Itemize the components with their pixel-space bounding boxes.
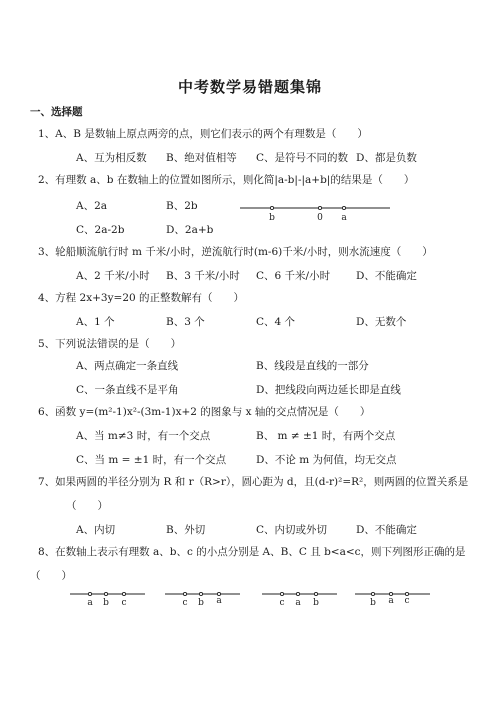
figure-b-label-2: b bbox=[198, 598, 204, 608]
question-5-option-c[interactable]: C、一条直线不是平角 bbox=[76, 384, 179, 396]
question-6-option-d[interactable]: D、不论 m 为何值，均无交点 bbox=[256, 454, 397, 466]
axis-label-zero: 0 bbox=[317, 213, 323, 223]
question-6-stem: 6、函数 y=(m²-1)x²-(3m-1)x+2 的图象与 x 轴的交点情况是（ ） bbox=[38, 406, 371, 418]
figure-a-label-3: c bbox=[121, 598, 127, 608]
question-4-stem: 4、方程 2x+3y=20 的正整数解有（ ） bbox=[38, 292, 245, 304]
question-8-stem: 8、在数轴上表示有理数 a、b、c 的小点分别是 A、B、C 且 b<a<c，则下列图形正确的是 bbox=[38, 546, 466, 558]
figure-d-label-3: c bbox=[404, 596, 410, 606]
question-4-option-d[interactable]: D、无数个 bbox=[356, 316, 407, 328]
question-2-option-a[interactable]: A、2a bbox=[76, 200, 108, 212]
figure-b-label-3: a bbox=[216, 596, 222, 606]
question-5-stem: 5、下列说法错误的是（ ） bbox=[38, 338, 182, 350]
figure-a-label-1: a bbox=[87, 598, 93, 608]
question-7-option-c[interactable]: C、内切或外切 bbox=[256, 524, 328, 536]
question-8-figure-b[interactable] bbox=[165, 588, 240, 610]
question-5-option-a[interactable]: A、两点确定一条直线 bbox=[76, 360, 179, 372]
figure-c-label-2: a bbox=[295, 598, 301, 608]
section-heading: 一、选择题 bbox=[30, 106, 83, 118]
figure-b-label-1: c bbox=[182, 598, 188, 608]
question-1-option-c[interactable]: C、是符号不同的数 bbox=[256, 152, 349, 164]
question-2-number-line bbox=[240, 202, 390, 226]
question-1-stem: 1、A、B 是数轴上原点两旁的点，则它们表示的两个有理数是（ ） bbox=[38, 128, 368, 140]
axis-label-a: a bbox=[341, 213, 347, 223]
question-3-option-d[interactable]: D、不能确定 bbox=[356, 270, 417, 282]
figure-d-label-2: a bbox=[388, 596, 394, 606]
question-1-option-d[interactable]: D、都是负数 bbox=[356, 152, 417, 164]
question-7-stem: 7、如果两圆的半径分别为 R 和 r（R>r），圆心距为 d，且(d-r)²=R²，则两圆的位置关系是 bbox=[38, 476, 469, 488]
figure-a-label-2: b bbox=[103, 598, 109, 608]
question-6-option-a[interactable]: A、当 m≠3 时，有一个交点 bbox=[76, 430, 211, 442]
question-4-option-a[interactable]: A、1 个 bbox=[76, 316, 115, 328]
question-2-option-c[interactable]: C、2a-2b bbox=[76, 224, 125, 236]
question-7-option-b[interactable]: B、外切 bbox=[166, 524, 206, 536]
question-3-option-c[interactable]: C、6 千米/小时 bbox=[256, 270, 331, 282]
page-title: 中考数学易错题集锦 bbox=[177, 78, 322, 96]
question-2-option-b[interactable]: B、2b bbox=[166, 200, 198, 212]
question-3-stem: 3、轮船顺流航行时 m 千米/小时，逆流航行时(m-6)千米/小时，则水流速度（ ） bbox=[38, 246, 433, 258]
question-1-option-a[interactable]: A、互为相反数 bbox=[76, 152, 147, 164]
question-8-answer-bracket: （ ） bbox=[30, 570, 72, 582]
question-7-option-d[interactable]: D、不能确定 bbox=[356, 524, 417, 536]
question-3-option-a[interactable]: A、2 千米/小时 bbox=[76, 270, 150, 282]
figure-d-label-1: b bbox=[370, 598, 376, 608]
question-2-option-d[interactable]: D、2a+b bbox=[166, 224, 214, 236]
question-6-option-c[interactable]: C、当 m = ±1 时，有一个交点 bbox=[76, 454, 227, 466]
question-2-stem: 2、有理数 a、b 在数轴上的位置如图所示，则化简|a-b|-|a+b|的结果是（ ） bbox=[38, 174, 415, 186]
figure-c-label-1: c bbox=[279, 598, 285, 608]
question-6-option-b[interactable]: B、 m ≠ ±1 时，有两个交点 bbox=[256, 430, 396, 442]
question-5-option-b[interactable]: B、线段是直线的一部分 bbox=[256, 360, 369, 372]
axis-label-b: b bbox=[269, 213, 275, 223]
question-3-option-b[interactable]: B、3 千米/小时 bbox=[166, 270, 240, 282]
question-5-option-d[interactable]: D、把线段向两边延长即是直线 bbox=[256, 384, 401, 396]
question-1-option-b[interactable]: B、绝对值相等 bbox=[166, 152, 237, 164]
question-8-figure-d[interactable] bbox=[355, 588, 430, 610]
question-4-option-c[interactable]: C、4 个 bbox=[256, 316, 296, 328]
question-7-option-a[interactable]: A、内切 bbox=[76, 524, 116, 536]
question-4-option-b[interactable]: B、3 个 bbox=[166, 316, 205, 328]
figure-c-label-3: b bbox=[313, 598, 319, 608]
question-8-figure-c[interactable] bbox=[262, 588, 337, 610]
question-8-figure-a[interactable] bbox=[70, 588, 145, 610]
question-7-answer-bracket: （ ） bbox=[66, 500, 108, 512]
